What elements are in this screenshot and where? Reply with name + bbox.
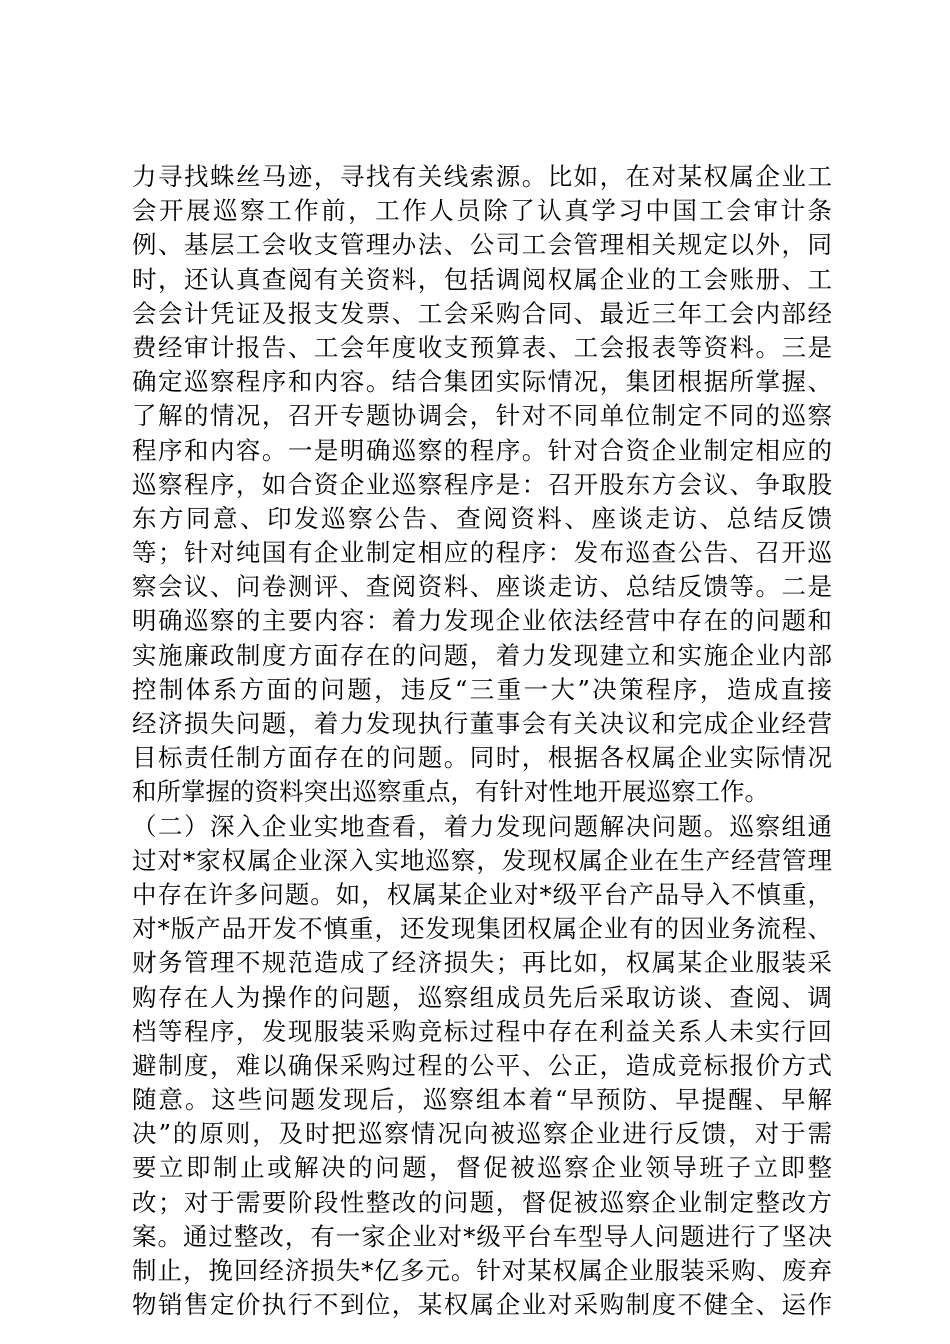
- text-line: 改；对于需要阶段性整改的问题，督促被巡察企业制定整改方: [132, 1187, 832, 1217]
- text-line: 经济损失问题，着力发现执行董事会有关决议和完成企业经营: [132, 709, 832, 738]
- text-line: 购存在人为操作的问题，巡察组成员先后采取访谈、查阅、调: [132, 982, 832, 1012]
- text-line: 随意。这些问题发现后，巡察组本着“早预防、早提醒、早解: [132, 1085, 832, 1115]
- text-line: 控制体系方面的问题，违反“三重一大”决策程序，造成直接: [132, 674, 832, 704]
- text-line: 实施廉政制度方面存在的问题，着力发现建立和实施企业内部: [132, 640, 832, 670]
- text-line: 明确巡察的主要内容：着力发现企业依法经营中存在的问题和: [132, 606, 832, 636]
- text-line: 力寻找蛛丝马迹，寻找有关线索源。比如，在对某权属企业工: [132, 162, 832, 191]
- text-line: 物销售定价执行不到位，某权属企业对采购制度不健全、运作: [132, 1290, 832, 1320]
- text-line: 时，还认真查阅有关资料，包括调阅权属企业的工会账册、工: [132, 264, 832, 294]
- text-line: 财务管理不规范造成了经济损失；再比如，权属某企业服装采: [132, 948, 832, 978]
- text-line: 档等程序，发现服装采购竞标过程中存在利益关系人未实行回: [132, 1016, 832, 1046]
- text-line: 中存在许多问题。如，权属某企业对*级平台产品导入不慎重，: [132, 879, 832, 909]
- text-line: 决”的原则，及时把巡察情况向被巡察企业进行反馈，对于需: [132, 1119, 832, 1149]
- text-line: 例、基层工会收支管理办法、公司工会管理相关规定以外，同: [132, 230, 832, 260]
- text-line: 案。通过整改，有一家企业对*级平台车型导人问题进行了坚决: [132, 1221, 832, 1251]
- text-line: （二）深入企业实地查看，着力发现问题解决问题。巡察组通: [132, 811, 832, 841]
- text-line: 了解的情况，召开专题协调会，针对不同单位制定不同的巡察: [132, 401, 832, 431]
- text-line: 会会计凭证及报支发票、工会采购合同、最近三年工会内部经: [132, 298, 832, 328]
- text-line: 察会议、问卷测评、查阅资料、座谈走访、总结反馈等。二是: [132, 572, 832, 602]
- text-line: 目标责任制方面存在的问题。同时，根据各权属企业实际情况: [132, 743, 832, 773]
- text-line: 费经审计报告、工会年度收支预算表、工会报表等资料。三是: [132, 332, 832, 362]
- text-line: 和所掌握的资料突出巡察重点，有针对性地开展巡察工作。: [132, 777, 769, 807]
- text-line: 巡察程序，如合资企业巡察程序是：召开股东方会议、争取股: [132, 469, 832, 499]
- text-line: 确定巡察程序和内容。结合集团实际情况，集团根据所掌握、: [132, 367, 832, 397]
- text-line: 会开展巡察工作前，工作人员除了认真学习中国工会审计条: [132, 196, 832, 226]
- text-line: 程序和内容。一是明确巡察的程序。针对合资企业制定相应的: [132, 435, 832, 465]
- text-line: 等；针对纯国有企业制定相应的程序：发布巡查公告、召开巡: [132, 538, 832, 568]
- text-line: 过对*家权属企业深入实地巡察，发现权属企业在生产经营管理: [132, 845, 832, 875]
- text-line: 制止，挽回经济损失*亿多元。针对某权属企业服装采购、废弃: [132, 1256, 832, 1285]
- body-text: [132, 160, 832, 1322]
- text-line: 东方同意、印发巡察公告、查阅资料、座谈走访、总结反馈: [132, 503, 832, 533]
- text-line: 要立即制止或解决的问题，督促被巡察企业领导班子立即整: [132, 1153, 832, 1183]
- text-line: 对*版产品开发不慎重，还发现集团权属企业有的因业务流程、: [132, 914, 832, 944]
- text-line: 避制度，难以确保采购过程的公平、公正，造成竞标报价方式: [132, 1050, 832, 1080]
